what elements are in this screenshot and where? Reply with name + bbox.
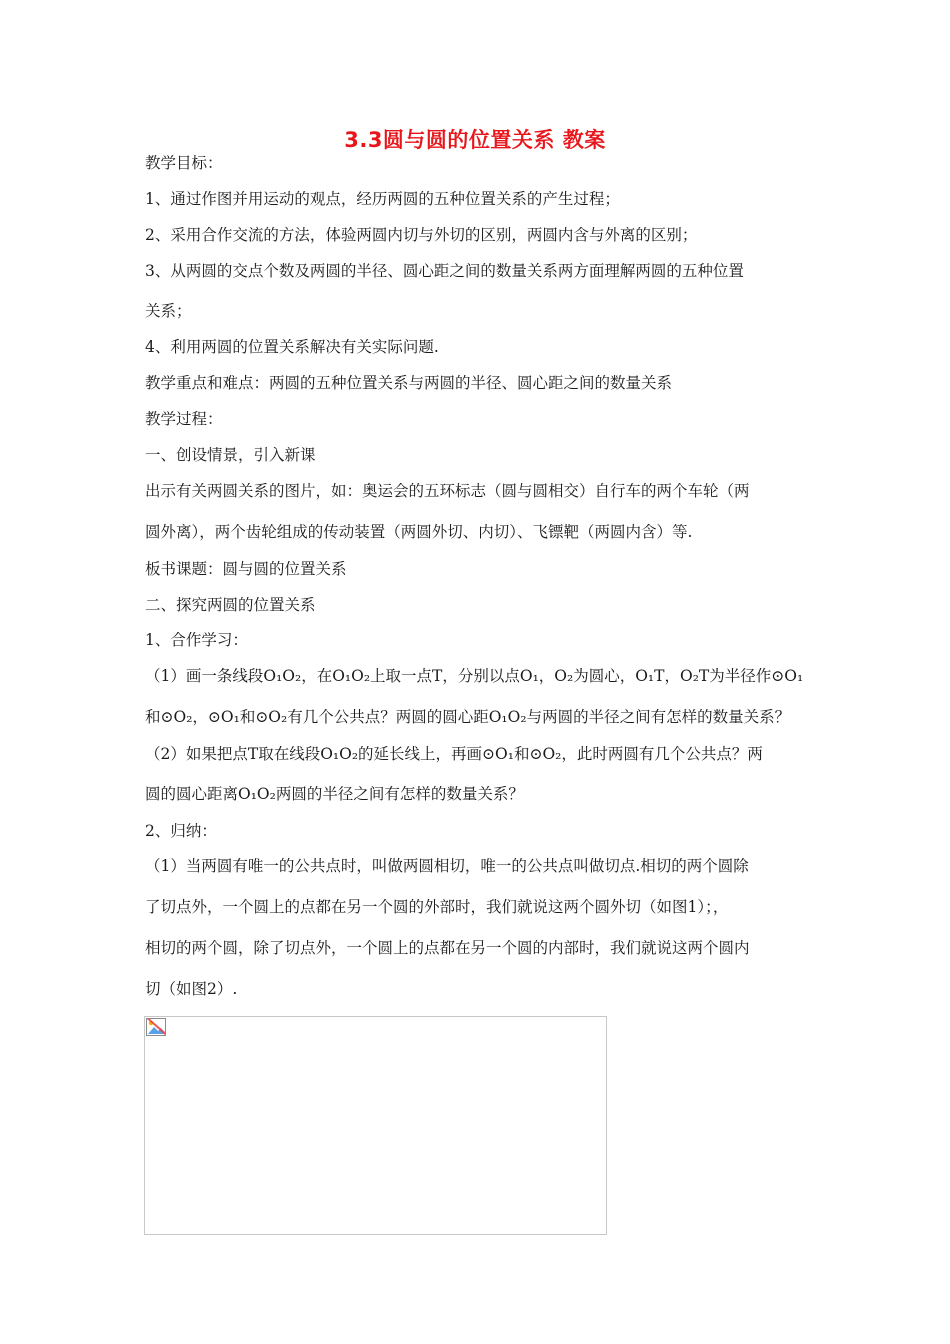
text-line: 4、利用两圆的位置关系解决有关实际问题. xyxy=(145,338,439,356)
text-line: 教学过程： xyxy=(145,410,223,428)
text-line: 教学目标： xyxy=(145,154,223,172)
text-line: 切（如图2）. xyxy=(145,980,238,998)
text-line: 出示有关两圆关系的图片，如：奥运会的五环标志（圆与圆相交）自行车的两个车轮（两 xyxy=(145,482,750,500)
text-line: 关系； xyxy=(145,302,192,320)
broken-image-icon xyxy=(146,1018,166,1036)
text-line: 教学重点和难点：两圆的五种位置关系与两圆的半径、圆心距之间的数量关系 xyxy=(145,374,673,392)
text-line: 和⊙O₂，⊙O₁和⊙O₂有几个公共点？两圆的圆心距O₁O₂与两圆的半径之间有怎样的数量关系？ xyxy=(145,708,791,726)
figure-placeholder xyxy=(144,1016,607,1235)
text-line: （2）如果把点T取在线段O₁O₂的延长线上，再画⊙O₁和⊙O₂，此时两圆有几个公共点？两 xyxy=(145,745,763,763)
text-line: 2、归纳： xyxy=(145,822,217,840)
text-line: 1、通过作图并用运动的观点，经历两圆的五种位置关系的产生过程； xyxy=(145,190,620,208)
text-line: 板书课题：圆与圆的位置关系 xyxy=(145,560,347,578)
text-line: 一、创设情景，引入新课 xyxy=(145,446,316,464)
text-line: 圆的圆心距离O₁O₂两圆的半径之间有怎样的数量关系？ xyxy=(145,785,524,803)
text-line: 3、从两圆的交点个数及两圆的半径、圆心距之间的数量关系两方面理解两圆的五种位置 xyxy=(145,262,744,280)
text-line: 了切点外，一个圆上的点都在另一个圆的外部时，我们就说这两个圆外切（如图1）；， xyxy=(145,898,729,916)
text-line: （1）当两圆有唯一的公共点时，叫做两圆相切，唯一的公共点叫做切点.相切的两个圆除 xyxy=(145,857,749,875)
text-line: 相切的两个圆，除了切点外，一个圆上的点都在另一个圆的内部时，我们就说这两个圆内 xyxy=(145,939,750,957)
text-line: 二、探究两圆的位置关系 xyxy=(145,596,316,614)
page-title: 3.3圆与圆的位置关系 教案 xyxy=(344,128,606,152)
text-line: 2、采用合作交流的方法，体验两圆内切与外切的区别，两圆内含与外离的区别； xyxy=(145,226,698,244)
text-line: （1）画一条线段O₁O₂，在O₁O₂上取一点T，分别以点O₁，O₂为圆心，O₁T，O₂T为半径作⊙O₁ xyxy=(145,667,804,685)
text-line: 1、合作学习： xyxy=(145,631,248,649)
text-line: 圆外离），两个齿轮组成的传动装置（两圆外切、内切）、飞镖靶（两圆内含）等. xyxy=(145,523,693,541)
